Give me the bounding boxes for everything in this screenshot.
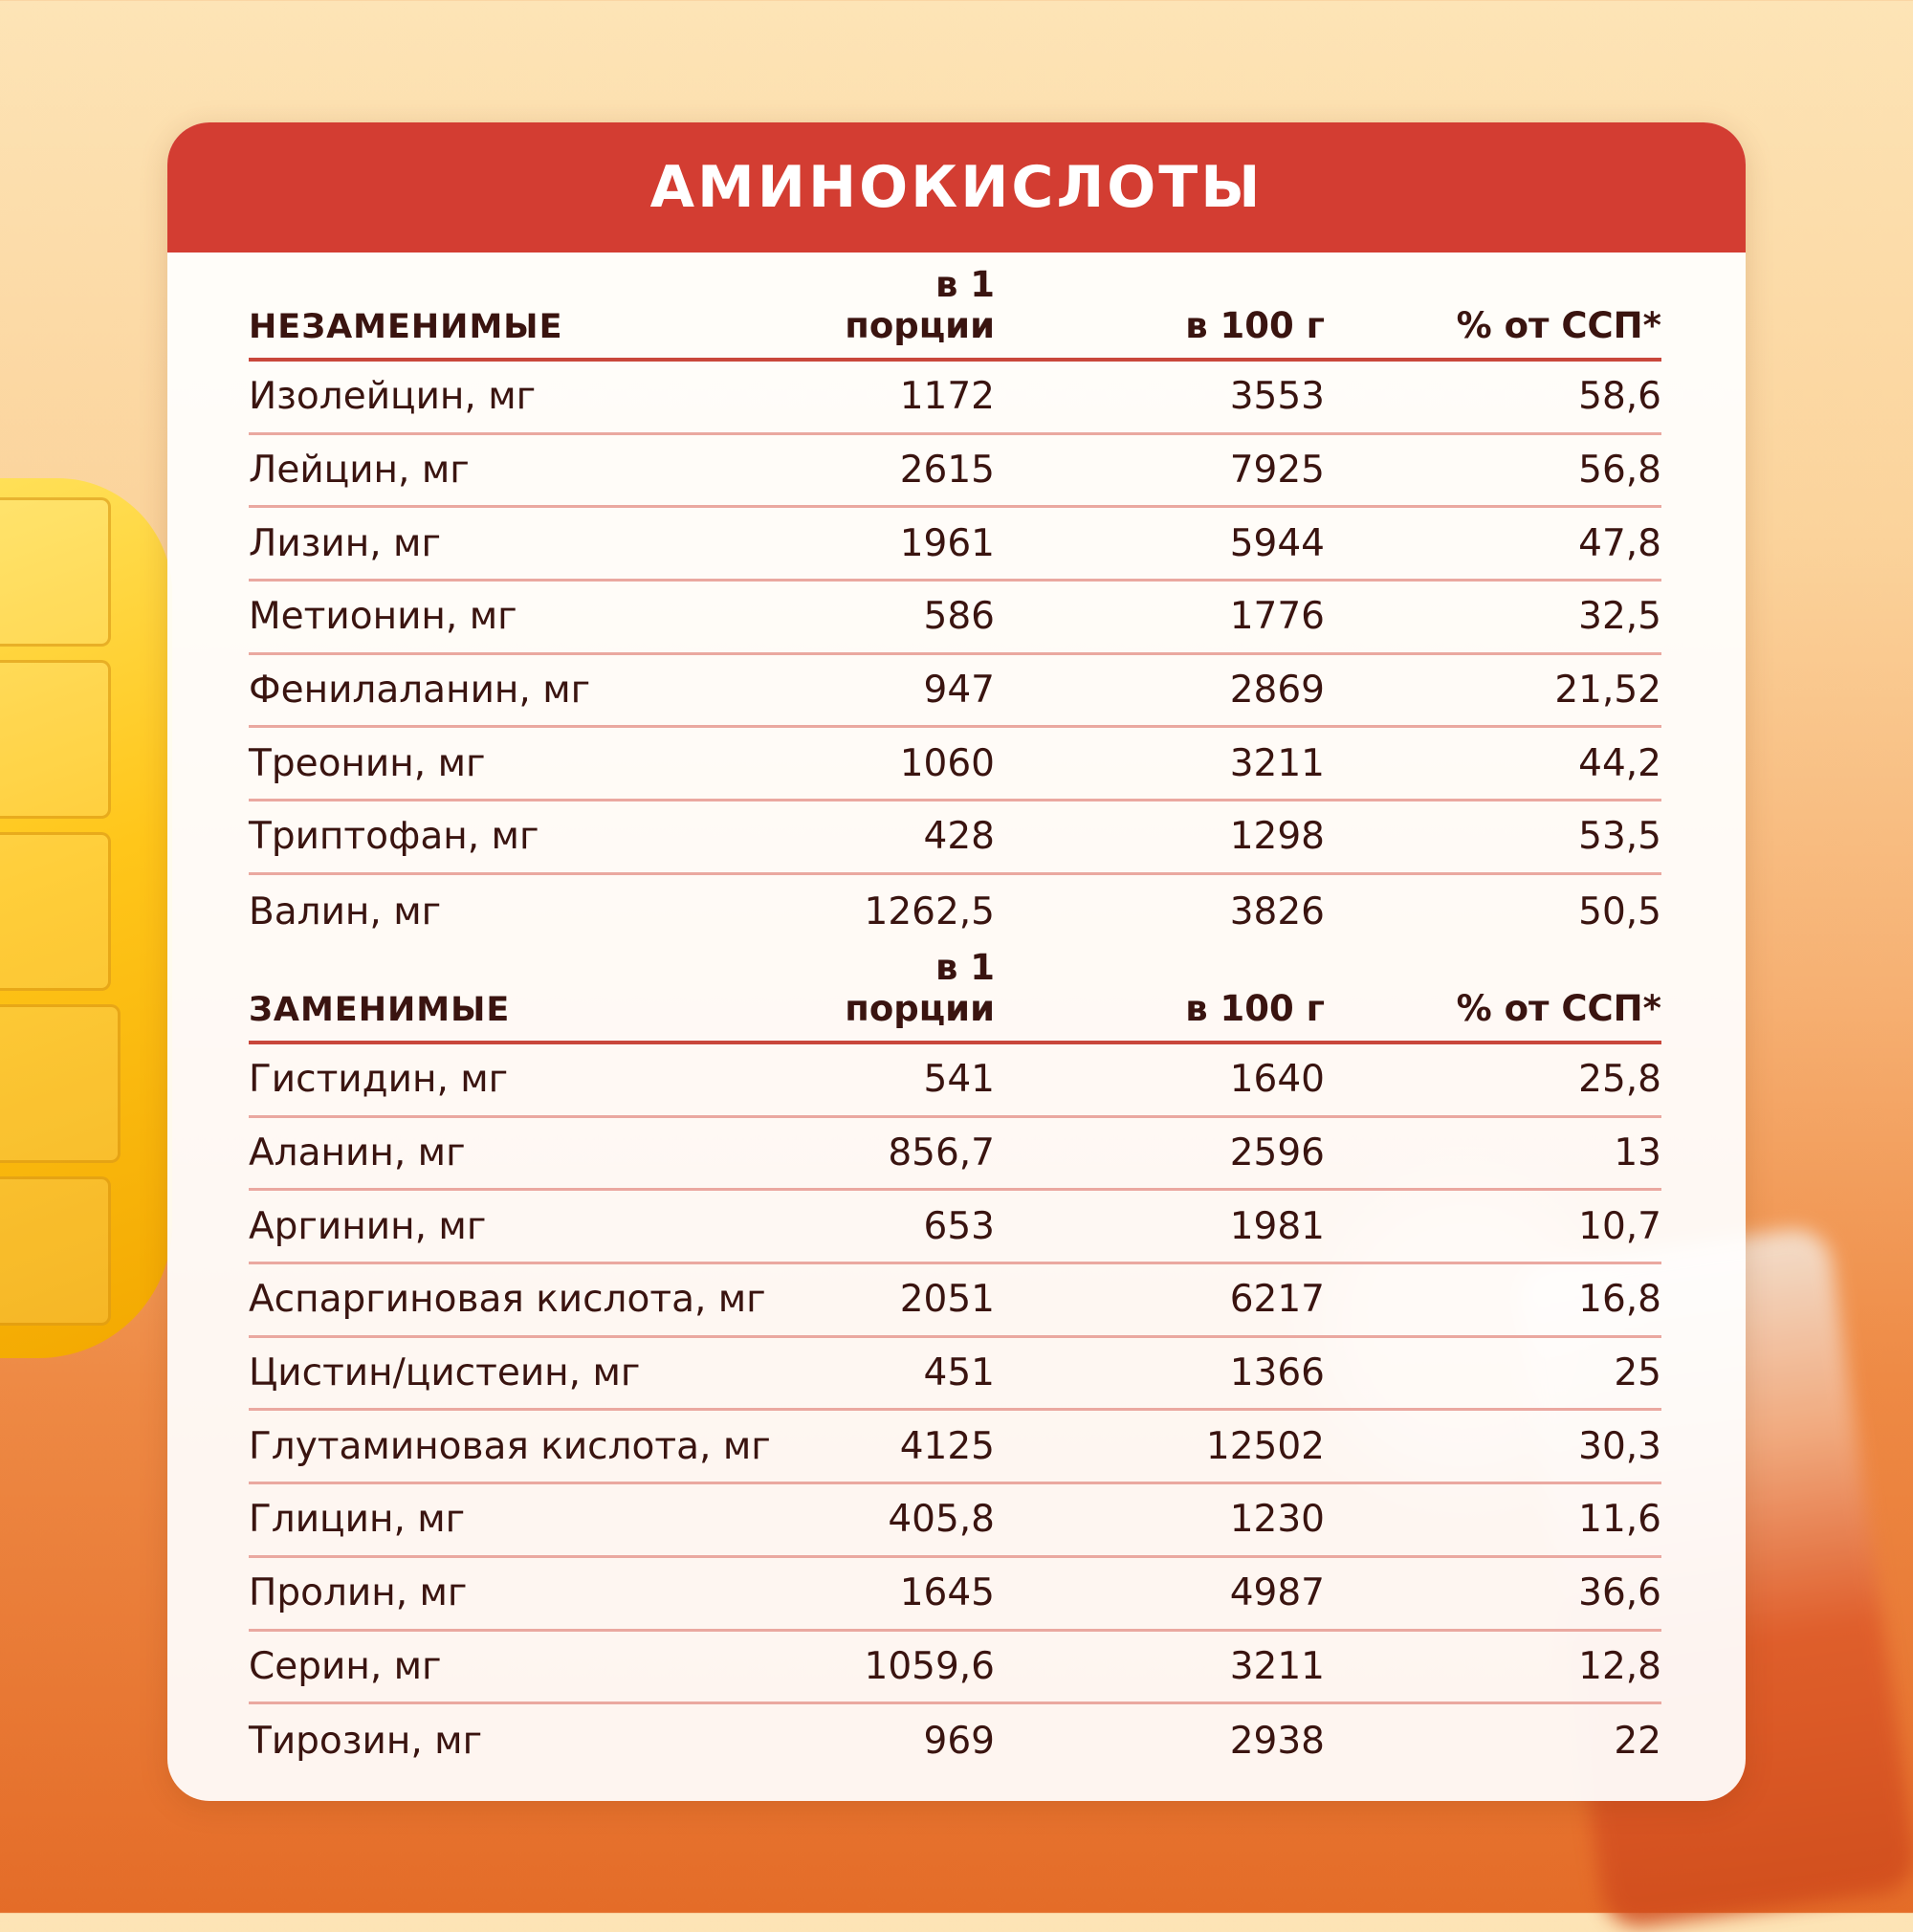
value-per-100g: 1640 bbox=[1229, 1058, 1325, 1102]
value-pct-rda: 53,5 bbox=[1578, 815, 1661, 859]
value-pct-rda: 13 bbox=[1614, 1131, 1661, 1175]
amino-acid-name: Метионин, мг bbox=[249, 595, 517, 639]
amino-acid-name: Аргинин, мг bbox=[249, 1204, 487, 1248]
essential-table bbox=[249, 264, 1661, 949]
value-per-100g: 3211 bbox=[1229, 1644, 1325, 1688]
amino-acid-name: Гистидин, мг bbox=[249, 1058, 509, 1102]
amino-acid-name: Глутаминовая кислота, мг bbox=[249, 1424, 771, 1468]
value-pct-rda: 36,6 bbox=[1578, 1571, 1661, 1615]
table-row bbox=[249, 655, 1661, 729]
value-per-100g: 7925 bbox=[1229, 449, 1325, 493]
nonessential-table bbox=[249, 947, 1661, 1778]
value-per-100g: 1776 bbox=[1229, 595, 1325, 639]
col-serving-header: в 1 порции bbox=[845, 947, 995, 1029]
amino-acid-name: Треонин, мг bbox=[249, 741, 486, 785]
table-row bbox=[249, 801, 1661, 875]
value-per-serving: 947 bbox=[923, 669, 995, 713]
table-row bbox=[249, 1191, 1661, 1264]
value-per-serving: 2615 bbox=[899, 449, 995, 493]
value-per-100g: 3553 bbox=[1229, 375, 1325, 419]
value-per-serving: 1262,5 bbox=[864, 889, 995, 933]
amino-acid-name: Изолейцин, мг bbox=[249, 375, 537, 419]
table-row bbox=[249, 1704, 1661, 1778]
value-per-100g: 2596 bbox=[1229, 1131, 1325, 1175]
table-row bbox=[249, 1411, 1661, 1484]
amino-acid-name: Лизин, мг bbox=[249, 521, 441, 565]
value-per-100g: 1230 bbox=[1229, 1498, 1325, 1542]
value-pct-rda: 58,6 bbox=[1578, 375, 1661, 419]
amino-acid-name: Валин, мг bbox=[249, 889, 442, 933]
table-row bbox=[249, 1558, 1661, 1632]
value-per-100g: 1366 bbox=[1229, 1351, 1325, 1395]
value-per-100g: 2938 bbox=[1229, 1720, 1325, 1764]
col-serving-header: в 1 порции bbox=[845, 264, 995, 346]
value-per-100g: 3826 bbox=[1229, 889, 1325, 933]
value-per-serving: 1172 bbox=[899, 375, 995, 419]
amino-acid-name: Аспаргиновая кислота, мг bbox=[249, 1278, 766, 1322]
table-row bbox=[249, 1264, 1661, 1338]
value-per-serving: 428 bbox=[923, 815, 995, 859]
card-title: АМИНОКИСЛОТЫ bbox=[649, 154, 1264, 221]
table-row bbox=[249, 508, 1661, 582]
nonessential-heading: ЗАМЕНИМЫЕ bbox=[249, 991, 511, 1029]
amino-acid-name: Триптофан, мг bbox=[249, 815, 539, 859]
value-per-100g: 3211 bbox=[1229, 741, 1325, 785]
col-100g-header: в 100 г bbox=[1185, 305, 1325, 346]
value-pct-rda: 11,6 bbox=[1578, 1498, 1661, 1542]
value-per-serving: 856,7 bbox=[888, 1131, 995, 1175]
value-per-100g: 1981 bbox=[1229, 1204, 1325, 1248]
amino-acid-name: Серин, мг bbox=[249, 1644, 442, 1688]
amino-acid-name: Фенилаланин, мг bbox=[249, 669, 591, 713]
mango-image bbox=[0, 478, 172, 1358]
value-pct-rda: 12,8 bbox=[1578, 1644, 1661, 1688]
amino-acid-name: Глицин, мг bbox=[249, 1498, 466, 1542]
col-pct-header: % от ССП* bbox=[1456, 988, 1661, 1029]
value-per-serving: 1645 bbox=[899, 1571, 995, 1615]
value-per-serving: 451 bbox=[923, 1351, 995, 1395]
card-header bbox=[167, 122, 1746, 252]
value-pct-rda: 47,8 bbox=[1578, 521, 1661, 565]
table-row bbox=[249, 435, 1661, 509]
essential-rows bbox=[249, 362, 1661, 949]
table-row bbox=[249, 1632, 1661, 1705]
value-pct-rda: 44,2 bbox=[1578, 741, 1661, 785]
amino-acid-name: Цистин/цистеин, мг bbox=[249, 1351, 641, 1395]
table-row bbox=[249, 1484, 1661, 1558]
table-row bbox=[249, 1044, 1661, 1118]
col-100g-header: в 100 г bbox=[1185, 988, 1325, 1029]
essential-header-row bbox=[249, 264, 1661, 362]
value-pct-rda: 25 bbox=[1614, 1351, 1661, 1395]
value-per-serving: 586 bbox=[923, 595, 995, 639]
table-row bbox=[249, 1338, 1661, 1412]
value-pct-rda: 30,3 bbox=[1578, 1424, 1661, 1468]
table-row bbox=[249, 582, 1661, 655]
value-per-serving: 1060 bbox=[899, 741, 995, 785]
table-row bbox=[249, 728, 1661, 801]
amino-acid-name: Аланин, мг bbox=[249, 1131, 466, 1175]
value-per-100g: 12502 bbox=[1205, 1424, 1325, 1468]
col-pct-header: % от ССП* bbox=[1456, 305, 1661, 346]
value-per-serving: 1961 bbox=[899, 521, 995, 565]
value-per-100g: 2869 bbox=[1229, 669, 1325, 713]
value-pct-rda: 10,7 bbox=[1578, 1204, 1661, 1248]
value-per-serving: 1059,6 bbox=[864, 1644, 995, 1688]
value-pct-rda: 25,8 bbox=[1578, 1058, 1661, 1102]
table-row bbox=[249, 362, 1661, 435]
value-pct-rda: 56,8 bbox=[1578, 449, 1661, 493]
value-pct-rda: 32,5 bbox=[1578, 595, 1661, 639]
table-row bbox=[249, 875, 1661, 949]
nonessential-rows bbox=[249, 1044, 1661, 1778]
value-per-serving: 4125 bbox=[899, 1424, 995, 1468]
value-pct-rda: 50,5 bbox=[1578, 889, 1661, 933]
value-per-serving: 969 bbox=[923, 1720, 995, 1764]
value-per-serving: 653 bbox=[923, 1204, 995, 1248]
value-per-serving: 541 bbox=[923, 1058, 995, 1102]
value-pct-rda: 21,52 bbox=[1554, 669, 1661, 713]
amino-acid-name: Пролин, мг bbox=[249, 1571, 468, 1615]
value-pct-rda: 16,8 bbox=[1578, 1278, 1661, 1322]
amino-acids-card bbox=[167, 122, 1746, 1801]
value-per-100g: 1298 bbox=[1229, 815, 1325, 859]
amino-acid-name: Лейцин, мг bbox=[249, 449, 470, 493]
value-per-serving: 2051 bbox=[899, 1278, 995, 1322]
value-pct-rda: 22 bbox=[1614, 1720, 1661, 1764]
table-row bbox=[249, 1118, 1661, 1192]
amino-acid-name: Тирозин, мг bbox=[249, 1720, 483, 1764]
value-per-serving: 405,8 bbox=[888, 1498, 995, 1542]
value-per-100g: 4987 bbox=[1229, 1571, 1325, 1615]
value-per-100g: 6217 bbox=[1229, 1278, 1325, 1322]
nonessential-header-row bbox=[249, 947, 1661, 1044]
essential-heading: НЕЗАМЕНИМЫЕ bbox=[249, 308, 563, 346]
value-per-100g: 5944 bbox=[1229, 521, 1325, 565]
